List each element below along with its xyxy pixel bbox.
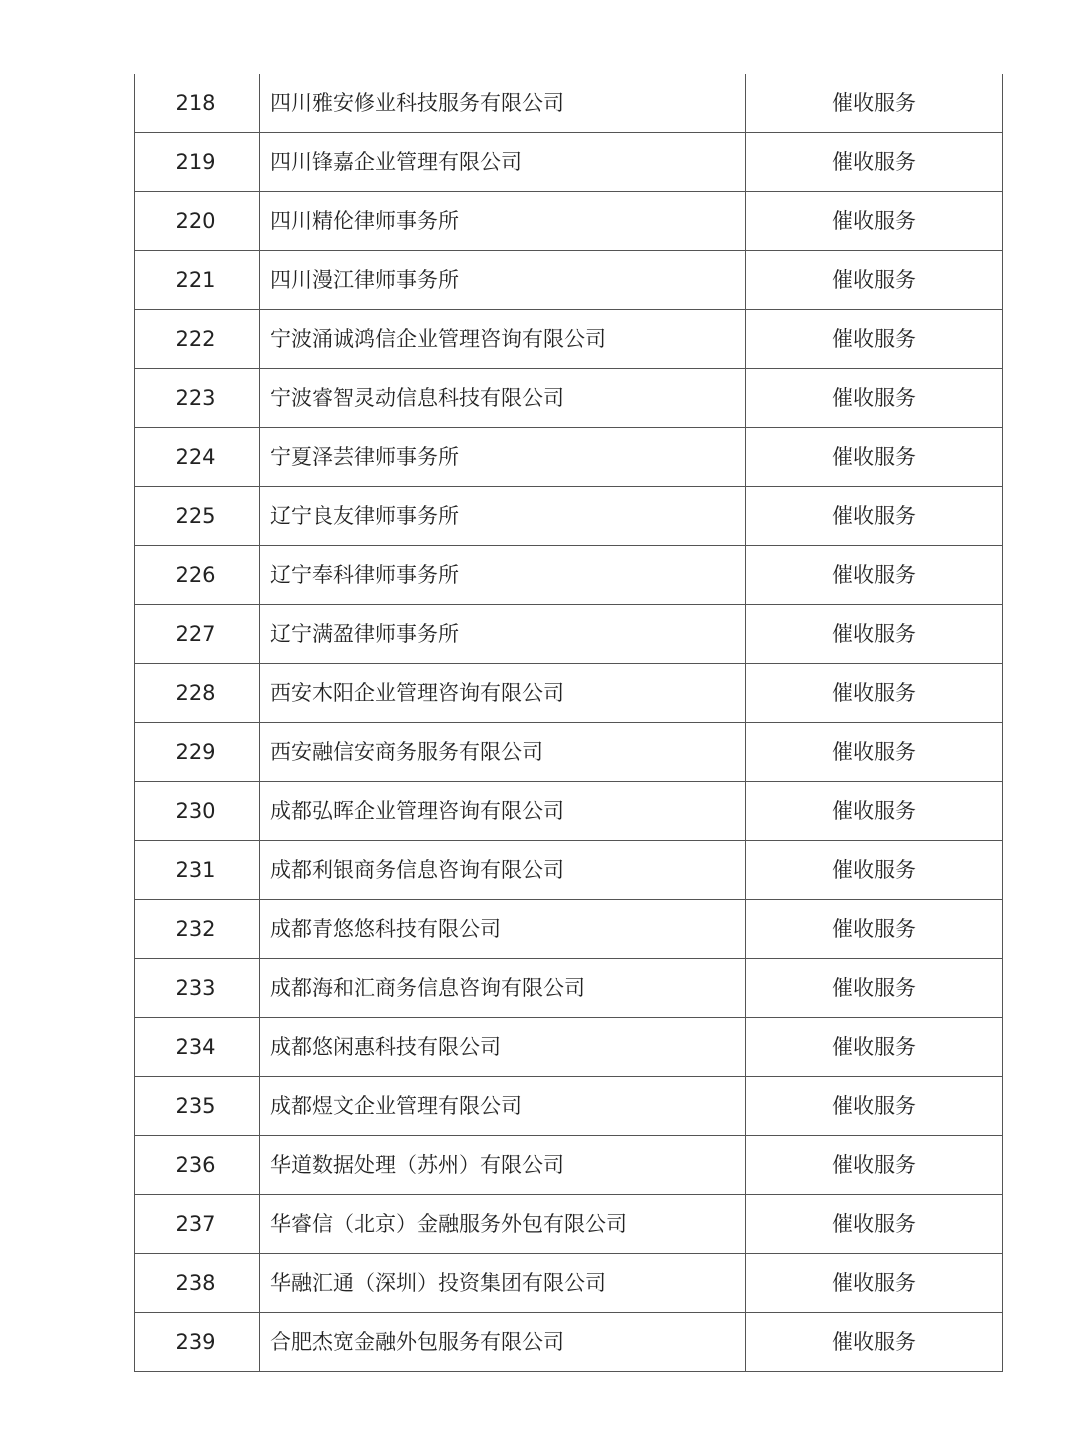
row-number: 231 (135, 841, 260, 900)
row-number: 238 (135, 1254, 260, 1313)
table-row (135, 1136, 1003, 1195)
document-page (134, 74, 1002, 1372)
table-row (135, 1313, 1003, 1372)
table-row (135, 1018, 1003, 1077)
service-type: 催收服务 (746, 959, 1003, 1018)
table-row (135, 428, 1003, 487)
row-number: 224 (135, 428, 260, 487)
service-type: 催收服务 (746, 782, 1003, 841)
table-row (135, 959, 1003, 1018)
row-number: 221 (135, 251, 260, 310)
row-number: 225 (135, 487, 260, 546)
service-type: 催收服务 (746, 74, 1003, 133)
table-row (135, 1077, 1003, 1136)
company-name: 成都悠闲惠科技有限公司 (260, 1018, 746, 1077)
company-table (134, 74, 1003, 1372)
company-name: 宁波涌诚鸿信企业管理咨询有限公司 (260, 310, 746, 369)
company-name: 宁夏泽芸律师事务所 (260, 428, 746, 487)
row-number: 233 (135, 959, 260, 1018)
company-name: 成都弘晖企业管理咨询有限公司 (260, 782, 746, 841)
company-name: 辽宁良友律师事务所 (260, 487, 746, 546)
service-type: 催收服务 (746, 1136, 1003, 1195)
service-type: 催收服务 (746, 192, 1003, 251)
service-type: 催收服务 (746, 841, 1003, 900)
company-name: 四川精伦律师事务所 (260, 192, 746, 251)
service-type: 催收服务 (746, 1077, 1003, 1136)
service-type: 催收服务 (746, 133, 1003, 192)
service-type: 催收服务 (746, 487, 1003, 546)
company-name: 四川锋嘉企业管理有限公司 (260, 133, 746, 192)
company-name: 辽宁满盈律师事务所 (260, 605, 746, 664)
company-name: 四川雅安修业科技服务有限公司 (260, 74, 746, 133)
row-number: 234 (135, 1018, 260, 1077)
company-name: 华睿信（北京）金融服务外包有限公司 (260, 1195, 746, 1254)
service-type: 催收服务 (746, 723, 1003, 782)
table-row (135, 782, 1003, 841)
table-row (135, 74, 1003, 133)
table-row (135, 1254, 1003, 1313)
row-number: 232 (135, 900, 260, 959)
company-name: 成都煜文企业管理有限公司 (260, 1077, 746, 1136)
table-row (135, 310, 1003, 369)
row-number: 219 (135, 133, 260, 192)
row-number: 220 (135, 192, 260, 251)
table-row (135, 487, 1003, 546)
company-name: 四川漫江律师事务所 (260, 251, 746, 310)
row-number: 218 (135, 74, 260, 133)
table-row (135, 841, 1003, 900)
service-type: 催收服务 (746, 251, 1003, 310)
table-row (135, 192, 1003, 251)
row-number: 237 (135, 1195, 260, 1254)
row-number: 229 (135, 723, 260, 782)
table-row (135, 664, 1003, 723)
service-type: 催收服务 (746, 546, 1003, 605)
row-number: 223 (135, 369, 260, 428)
service-type: 催收服务 (746, 605, 1003, 664)
service-type: 催收服务 (746, 1018, 1003, 1077)
row-number: 226 (135, 546, 260, 605)
service-type: 催收服务 (746, 664, 1003, 723)
table-row (135, 605, 1003, 664)
row-number: 228 (135, 664, 260, 723)
row-number: 230 (135, 782, 260, 841)
table-row (135, 369, 1003, 428)
service-type: 催收服务 (746, 1313, 1003, 1372)
service-type: 催收服务 (746, 428, 1003, 487)
row-number: 236 (135, 1136, 260, 1195)
service-type: 催收服务 (746, 1195, 1003, 1254)
table-row (135, 546, 1003, 605)
row-number: 235 (135, 1077, 260, 1136)
company-name: 合肥杰宽金融外包服务有限公司 (260, 1313, 746, 1372)
company-name: 成都利银商务信息咨询有限公司 (260, 841, 746, 900)
company-name: 成都海和汇商务信息咨询有限公司 (260, 959, 746, 1018)
table-row (135, 900, 1003, 959)
table-row (135, 723, 1003, 782)
company-name: 成都青悠悠科技有限公司 (260, 900, 746, 959)
company-name: 华融汇通（深圳）投资集团有限公司 (260, 1254, 746, 1313)
company-name: 华道数据处理（苏州）有限公司 (260, 1136, 746, 1195)
service-type: 催收服务 (746, 900, 1003, 959)
row-number: 222 (135, 310, 260, 369)
table-row (135, 1195, 1003, 1254)
row-number: 239 (135, 1313, 260, 1372)
service-type: 催收服务 (746, 369, 1003, 428)
table-row (135, 133, 1003, 192)
service-type: 催收服务 (746, 310, 1003, 369)
service-type: 催收服务 (746, 1254, 1003, 1313)
company-name: 西安融信安商务服务有限公司 (260, 723, 746, 782)
company-name: 宁波睿智灵动信息科技有限公司 (260, 369, 746, 428)
table-row (135, 251, 1003, 310)
row-number: 227 (135, 605, 260, 664)
company-name: 辽宁奉科律师事务所 (260, 546, 746, 605)
company-name: 西安木阳企业管理咨询有限公司 (260, 664, 746, 723)
